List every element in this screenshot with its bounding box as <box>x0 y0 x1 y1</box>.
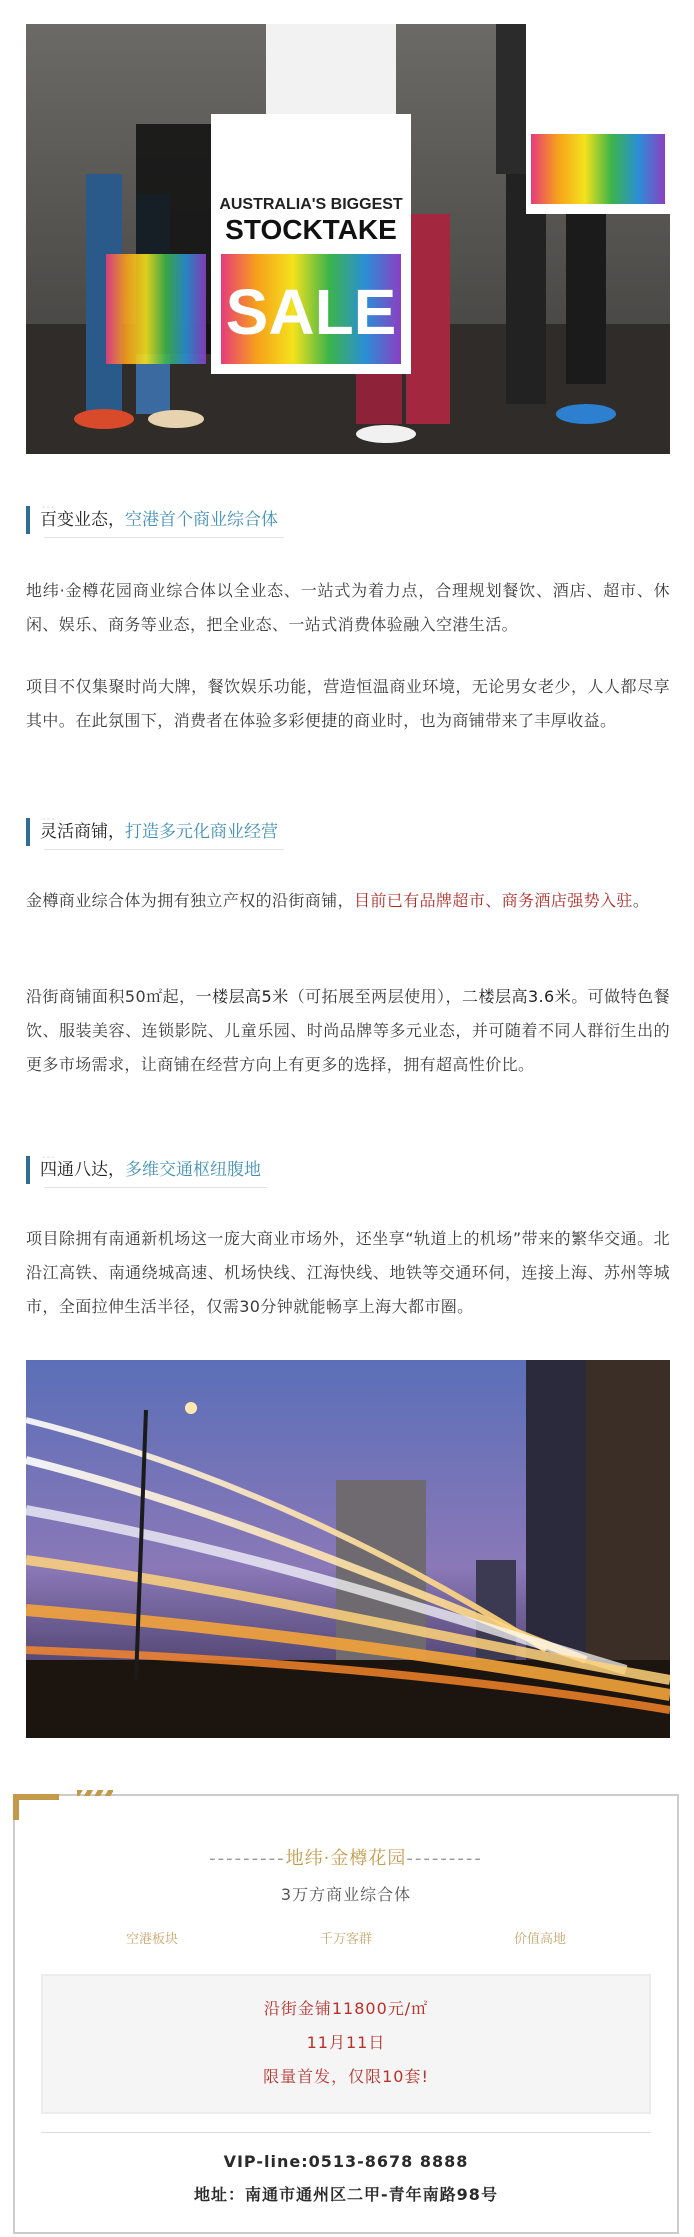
title-dashes-left: --------- <box>209 1848 286 1869</box>
address: 地址：南通市通州区二甲-青年南路98号 <box>194 2185 498 2204</box>
section2-paragraph-2 <box>26 980 670 1082</box>
price-box <box>41 1974 651 2114</box>
city-light-trails-photo <box>26 1360 670 1738</box>
section1-paragraph-2: 项目不仅集聚时尚大牌，餐饮娱乐功能，营造恒温商业环境，无论男女老少，人人都尽享其中。在此氛围下，消费者在体验多彩便捷的商业时，也为商铺带来了丰厚收益。 <box>26 677 670 730</box>
corner-stripes <box>77 1790 113 1796</box>
heading-lead: 四通八达， <box>40 1160 125 1180</box>
p-part-b: （可拓展至两层使用）， <box>288 987 463 1006</box>
ghost-label: --- <box>42 1152 56 1163</box>
p-end: 。 <box>632 891 650 910</box>
corner-ornament <box>13 1794 59 1820</box>
ghost-label: --- <box>42 502 56 513</box>
section-heading-3 <box>26 1152 261 1184</box>
heading-lead: 灵活商铺， <box>40 822 125 842</box>
heading-accent: 打造多元化商业经营 <box>125 822 278 842</box>
heading-accent: 多维交通枢纽腹地 <box>125 1160 261 1180</box>
title-text: 地纬·金樽花园 <box>285 1848 407 1869</box>
bag-text-2: STOCKTAKE <box>225 214 397 245</box>
bag-text-3: SALE <box>225 276 397 348</box>
section-heading-1 <box>26 502 278 534</box>
tag-item: 空港板块 <box>125 1932 178 1947</box>
price-line: 沿街金铺11800元/㎡ <box>263 1999 429 2018</box>
section1-paragraph-1: 地纬·金樽花园商业综合体以全业态、一站式为着力点，合理规划餐饮、酒店、超市、休闲、娱乐、商务等业态，把全业态、一站式消费体验融入空港生活。 <box>26 581 670 634</box>
p-part-c: 。可做特色餐饮、服装美容、连锁影院、儿童乐园、时尚品牌等多元业态，并可随着不同人群衍生出的更多市场需求，让商铺在经营方向上有更多的选择，拥有超高性价比。 <box>26 987 671 1074</box>
section-heading-2 <box>26 814 278 846</box>
p-part-a: 沿街商铺面积50㎡起， <box>26 987 196 1006</box>
p-highlight: 目前已有品牌超市、商务酒店强势入驻 <box>354 891 633 910</box>
card-title <box>15 1844 677 1870</box>
section2-paragraph-1 <box>26 884 670 918</box>
heading-lead: 百变业态， <box>40 510 125 530</box>
offer-line: 限量首发，仅限10套! <box>263 2067 429 2086</box>
tag-row <box>15 1928 677 1947</box>
tag-item: 千万客群 <box>319 1932 372 1947</box>
vip-hotline: VIP-line:0513-8678 8888 <box>223 2152 469 2171</box>
card-divider <box>41 2132 651 2133</box>
p-normal: 金樽商业综合体为拥有独立产权的沿街商铺， <box>26 891 355 910</box>
shopping-photo <box>26 24 670 454</box>
card-subtitle: 3万方商业综合体 <box>280 1885 412 1904</box>
heading-accent: 空港首个商业综合体 <box>125 510 278 530</box>
ghost-label: --- <box>42 814 56 825</box>
bag-text-1: AUSTRALIA'S BIGGEST <box>219 196 403 213</box>
heading-underline <box>44 537 284 538</box>
tag-item: 价值高地 <box>513 1932 566 1947</box>
heading-underline <box>44 1187 267 1188</box>
p-strong-1: 一楼层高5米 <box>195 987 289 1006</box>
title-dashes-right: --------- <box>406 1848 483 1869</box>
heading-underline <box>44 849 284 850</box>
section3-paragraph-1: 项目除拥有南通新机场这一庞大商业市场外，还坐享“轨道上的机场”带来的繁华交通。北沿江高铁、南通绕城高速、机场快线、江海快线、地铁等交通环伺，连接上海、苏州等城市，全面拉伸生活半径，仅需30分钟就能畅享上海大都市圈。 <box>26 1229 670 1316</box>
info-card <box>13 1794 679 2234</box>
p-strong-2: 二楼层高3.6米 <box>462 987 572 1006</box>
date-line: 11月11日 <box>306 2033 386 2052</box>
